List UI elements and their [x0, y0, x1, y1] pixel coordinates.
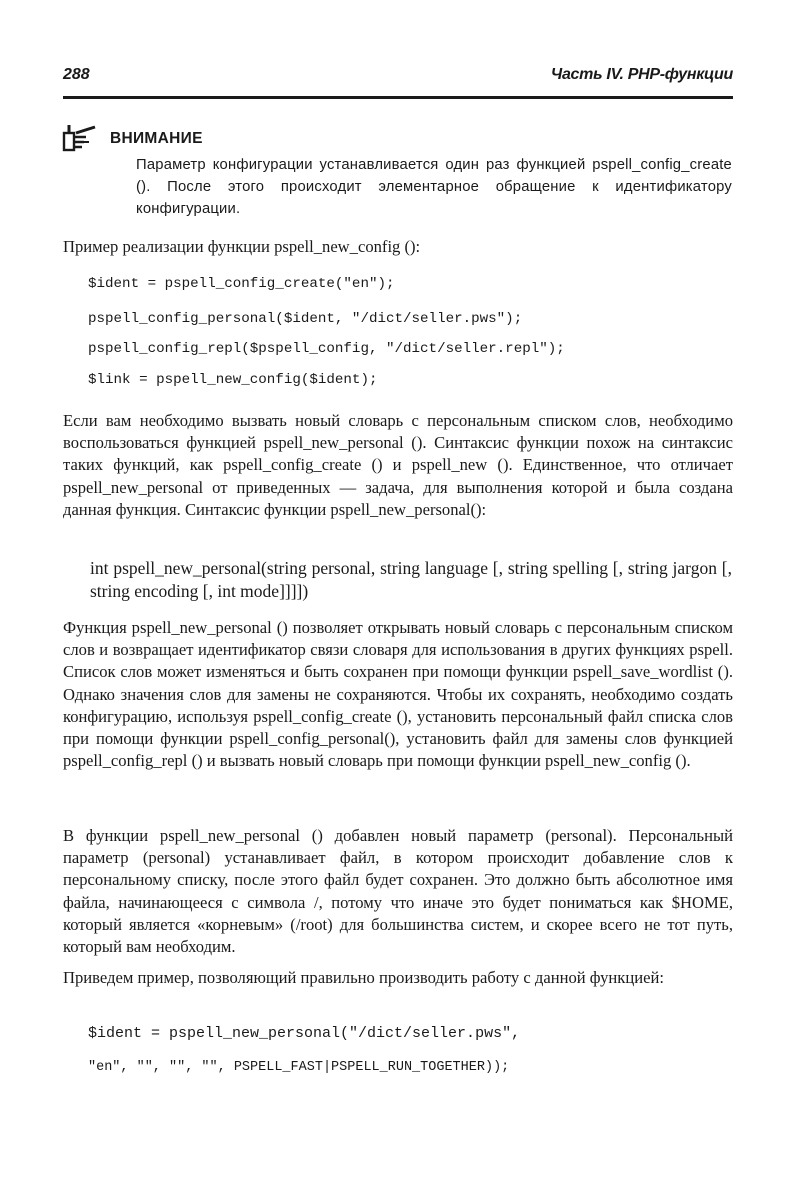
code-line-3: pspell_config_repl($pspell_config, "/dict/seller.repl");	[88, 341, 565, 357]
code-line-6: "en", "", "", "", PSPELL_FAST|PSPELL_RUN_TOGETHER));	[88, 1060, 510, 1075]
page-number: 288	[63, 66, 90, 83]
header-rule	[63, 96, 733, 99]
paragraph-4: Приведем пример, позволяющий правильно производить работу с данной функцией:	[63, 968, 664, 987]
note-title: ВНИМАНИЕ	[110, 130, 203, 147]
hand-pointing-icon	[62, 124, 98, 152]
paragraph-3: В функции pspell_new_personal () добавлен новый параметр (personal). Персональный параметр (personal) устанавливает файл, в котором происходит добавление слов к персональному списку, после этого файл будет сохранен. Это должно быть абсолютное имя файла, начинающееся с символа /, потому что иначе это будет пониматься как $HOME, который является «корневым» (/root) для большинства систем, и скорее всего не тот путь, который вам необходим.	[63, 826, 733, 957]
example-intro: Пример реализации функции pspell_new_config ():	[63, 237, 421, 256]
code-line-5: $ident = pspell_new_personal("/dict/seller.pws",	[88, 1025, 521, 1042]
paragraph-1: Если вам необходимо вызвать новый словарь с персональным списком слов, необходимо воспользоваться функцией pspell_new_personal (). Синтаксис функции похож на синтаксис таких функций, как pspell_config_create () и pspell_new (). Единственное, что отличает pspell_new_personal от приведенных — задача, для выполнения которой и была создана данная функция. Синтаксис функции pspell_new_personal():	[63, 411, 733, 519]
page-header	[63, 66, 733, 94]
function-signature: int pspell_new_personal(string personal, string language [, string spelling [, string jargon [, string encoding [, int mode]]]])	[90, 558, 732, 601]
note-body: Параметр конфигурации устанавливается один раз функцией pspell_config_create (). После этого происходит элементарное обращение к идентификатору конфигурации.	[136, 157, 732, 217]
code-line-2: pspell_config_personal($ident, "/dict/seller.pws");	[88, 311, 523, 327]
running-title: Часть IV. PHP-функции	[550, 66, 733, 83]
paragraph-2: Функция pspell_new_personal () позволяет открывать новый словарь с персональным списком слов и возвращает идентификатор связи словаря для использования в других функциях pspell. Список слов может изменяться и быть сохранен при помощи функции pspell_save_wordlist (). Однако значения слов для замены не сохраняются. Чтобы их сохранять, необходимо создать конфигурацию, используя pspell_config_create (), установить персональный файл списка слов при помощи функции pspell_config_personal(), установить файл для замены слов функцией pspell_config_repl () и вызвать новый словарь при помощи функции pspell_new_config ().	[63, 618, 733, 771]
code-line-1: $ident = pspell_config_create("en");	[88, 276, 395, 292]
code-line-4: $link = pspell_new_config($ident);	[88, 372, 378, 388]
